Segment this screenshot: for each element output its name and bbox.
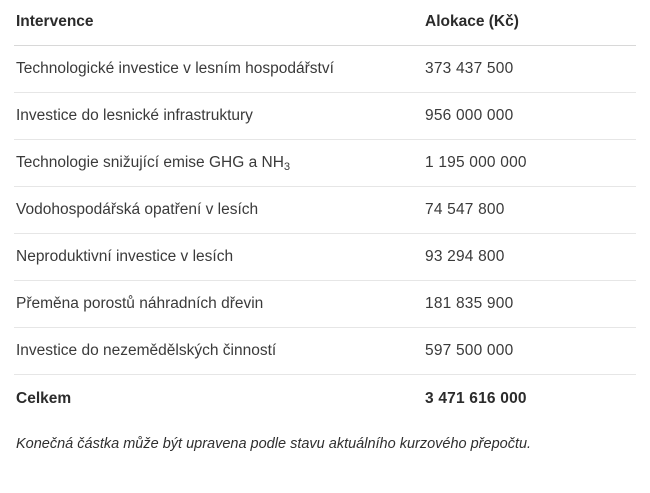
table-row	[14, 281, 636, 328]
cell-allocation: 181 835 900	[423, 281, 636, 328]
table-body	[14, 46, 636, 424]
cell-intervention: Investice do nezemědělských činností	[14, 328, 423, 375]
cell-intervention: Vodohospodářská opatření v lesích	[14, 187, 423, 234]
table-row	[14, 234, 636, 281]
cell-allocation: 597 500 000	[423, 328, 636, 375]
cell-allocation: 956 000 000	[423, 93, 636, 140]
allocation-table	[14, 0, 636, 423]
cell-total-allocation: 3 471 616 000	[425, 390, 527, 407]
table-row	[14, 93, 636, 140]
cell-intervention: Přeměna porostů náhradních dřevin	[14, 281, 423, 328]
table-row	[14, 187, 636, 234]
cell-allocation: 74 547 800	[423, 187, 636, 234]
cell-intervention	[14, 140, 423, 187]
table-row	[14, 46, 636, 93]
table-row	[14, 328, 636, 375]
table-total-row	[14, 375, 636, 424]
table-row	[14, 140, 636, 187]
cell-allocation: 93 294 800	[423, 234, 636, 281]
cell-intervention: Neproduktivní investice v lesích	[14, 234, 423, 281]
cell-intervention-text: Technologie snižující emise GHG a NH	[16, 154, 284, 171]
column-header-allocation: Alokace (Kč)	[423, 0, 636, 46]
cell-intervention-subscript: 3	[283, 160, 291, 173]
cell-intervention: Investice do lesnické infrastruktury	[14, 93, 423, 140]
table-header-row	[14, 0, 636, 46]
cell-allocation: 373 437 500	[423, 46, 636, 93]
table-header	[14, 0, 636, 46]
column-header-intervention: Intervence	[14, 0, 423, 46]
cell-intervention: Technologické investice v lesním hospodářství	[14, 46, 423, 93]
cell-total-label: Celkem	[16, 390, 72, 407]
cell-allocation: 1 195 000 000	[423, 140, 636, 187]
table-footnote: Konečná částka může být upravena podle stavu aktuálního kurzového přepočtu.	[16, 436, 532, 452]
